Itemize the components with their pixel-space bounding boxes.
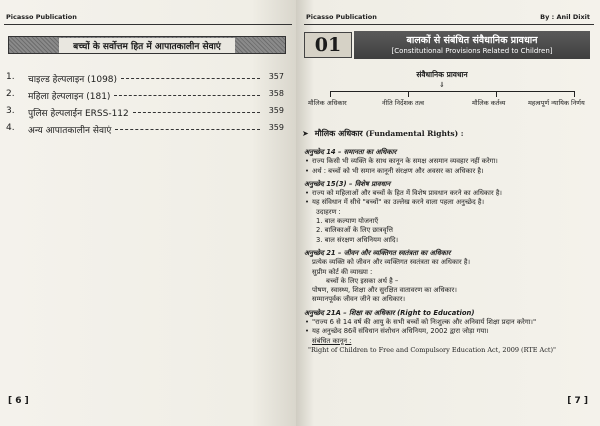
banner-title: बच्चों के सर्वोत्तम हित में आपातकालीन सेवाएं [59,38,235,53]
article-heading [304,249,594,258]
article-heading [304,148,594,157]
text-line: उदाहरण : [316,207,341,216]
toc-leader-dots [121,78,260,79]
toc-number: 4. [6,123,15,133]
down-arrow-icon: ⇓ [439,81,445,89]
toc-number: 1. [6,72,15,82]
article-heading [304,309,594,318]
article-heading-text: अनुच्छेद 21 – जीवन और व्यक्तिगत स्वतंत्रता का अधिकार [304,248,451,257]
toc-title: महिला हेल्पलाइन (181) [28,92,111,102]
toc-row [6,121,288,138]
articles-body [304,148,594,355]
bullet-item: • राज्य को महिलाओं और बच्चों के हित में विशेष प्रावधान करने का अधिकार है। [304,189,594,198]
article-heading [304,180,594,189]
chapter-title-hindi: बालकों से संबंधित संवैधानिक प्रावधान [406,35,538,46]
tree-connector [408,91,409,97]
toc-title: पुलिस हेल्पलाईन ERSS-112 [28,109,129,119]
bullet-item: • यह संविधान में सीधे "बच्चों" का उल्लेख करने वाला पहला अनुच्छेद है। [304,198,594,207]
section-banner [8,36,286,54]
text-line: सम्मानपूर्वक जीवन जीने का अधिकार। [312,295,406,304]
text-line: 1. बाल कल्याण योजनाएँ [316,217,379,226]
text-line: 2. बालिकाओं के लिए छात्रवृत्ति [316,226,393,235]
toc-row [6,87,288,104]
page-number: [ 7 ] [567,396,588,406]
toc-title: चाइल्ड हेल्पलाइन (1098) [28,75,118,85]
tree-connector [574,91,575,97]
tree-leaf: नीति निर्देशक तत्व [382,99,425,107]
toc-title: अन्य आपातकालीन सेवाएं [28,126,112,136]
publisher-header: Picasso Publication [306,13,377,21]
toc-leader-dots [133,112,260,113]
article-heading-text: अनुच्छेद 15(3) – विशेष प्रावधान [304,179,391,188]
bullet-item: • अर्थ : बच्चों को भी समान कानूनी संरक्षण और अवसर का अधिकार है। [304,167,594,176]
text-line: सुप्रीम कोर्ट की व्याख्या : [312,267,373,276]
tree-branch-line [330,91,574,92]
chapter-number: 01 [304,32,352,58]
right-page [296,0,600,426]
bullet-item: • यह अनुच्छेद 86वें संविधान संशोधन अधिनियम, 2002 द्वारा जोड़ा गया। [304,327,594,336]
toc-number: 2. [6,89,15,99]
text-line: पोषण, स्वास्थ्य, शिक्षा और सुरक्षित वातावरण का अधिकार। [312,286,457,295]
header-rule [4,24,292,25]
author-header: By : Anil Dixit [540,13,590,21]
tree-leaf: मौलिक कर्तव्य [472,99,506,107]
chapter-title-english: [Constitutional Provisions Related to Children] [391,47,553,55]
section-heading [302,128,464,139]
publisher-header: Picasso Publication [6,13,77,21]
toc-page-number: 357 [268,72,284,81]
toc-page-number: 358 [268,89,284,98]
toc-row [6,70,288,87]
text-line: 3. बाल संरक्षण अधिनियम आदि। [316,235,399,244]
bullet-item: • "राज्य 6 से 14 वर्ष की आयु के सभी बच्चों को निःशुल्क और अनिवार्य शिक्षा प्रदान करेगा।" [304,318,594,327]
toc-number: 3. [6,106,15,116]
toc-page-number: 359 [268,123,284,132]
tree-leaf: महत्वपूर्ण न्यायिक निर्णय [528,99,585,107]
tree-leaf: मौलिक अधिकार [308,99,347,107]
toc-leader-dots [114,95,260,96]
tree-connector [496,91,497,97]
section-title-hindi: मौलिक अधिकार [314,129,363,138]
text-line: संबंधित कानून : [312,336,352,345]
table-of-contents [6,70,288,138]
tree-connector [330,91,331,97]
page-number: [ 6 ] [8,396,29,406]
toc-leader-dots [115,129,260,130]
bullet-item: • राज्य किसी भी व्यक्ति के साथ कानून के समक्ष असमान व्यवहार नहीं करेगा। [304,157,594,166]
article-heading-text: अनुच्छेद 14 – समानता का अधिकार [304,148,397,156]
article-heading-english: (Right to Education) [397,308,475,317]
chapter-title-band [354,31,590,59]
header-rule [304,24,594,25]
text-line: "Right of Children to Free and Compulsory Education Act, 2009 (RTE Act)" [308,345,556,354]
arrow-bullet-icon: ➤ [302,129,309,138]
toc-page-number: 359 [268,106,284,115]
tree-root-label: संवैधानिक प्रावधान [416,70,468,79]
article-heading-text: अनुच्छेद 21A – शिक्षा का अधिकार [304,308,395,317]
section-title-english: (Fundamental Rights) : [365,129,464,138]
text-line: बच्चों के लिए इसका अर्थ है – [326,276,399,285]
toc-row [6,104,288,121]
left-page [0,0,296,426]
text-line: प्रत्येक व्यक्ति को जीवन और व्यक्तिगत स्वतंत्रता का अधिकार है। [312,258,471,267]
